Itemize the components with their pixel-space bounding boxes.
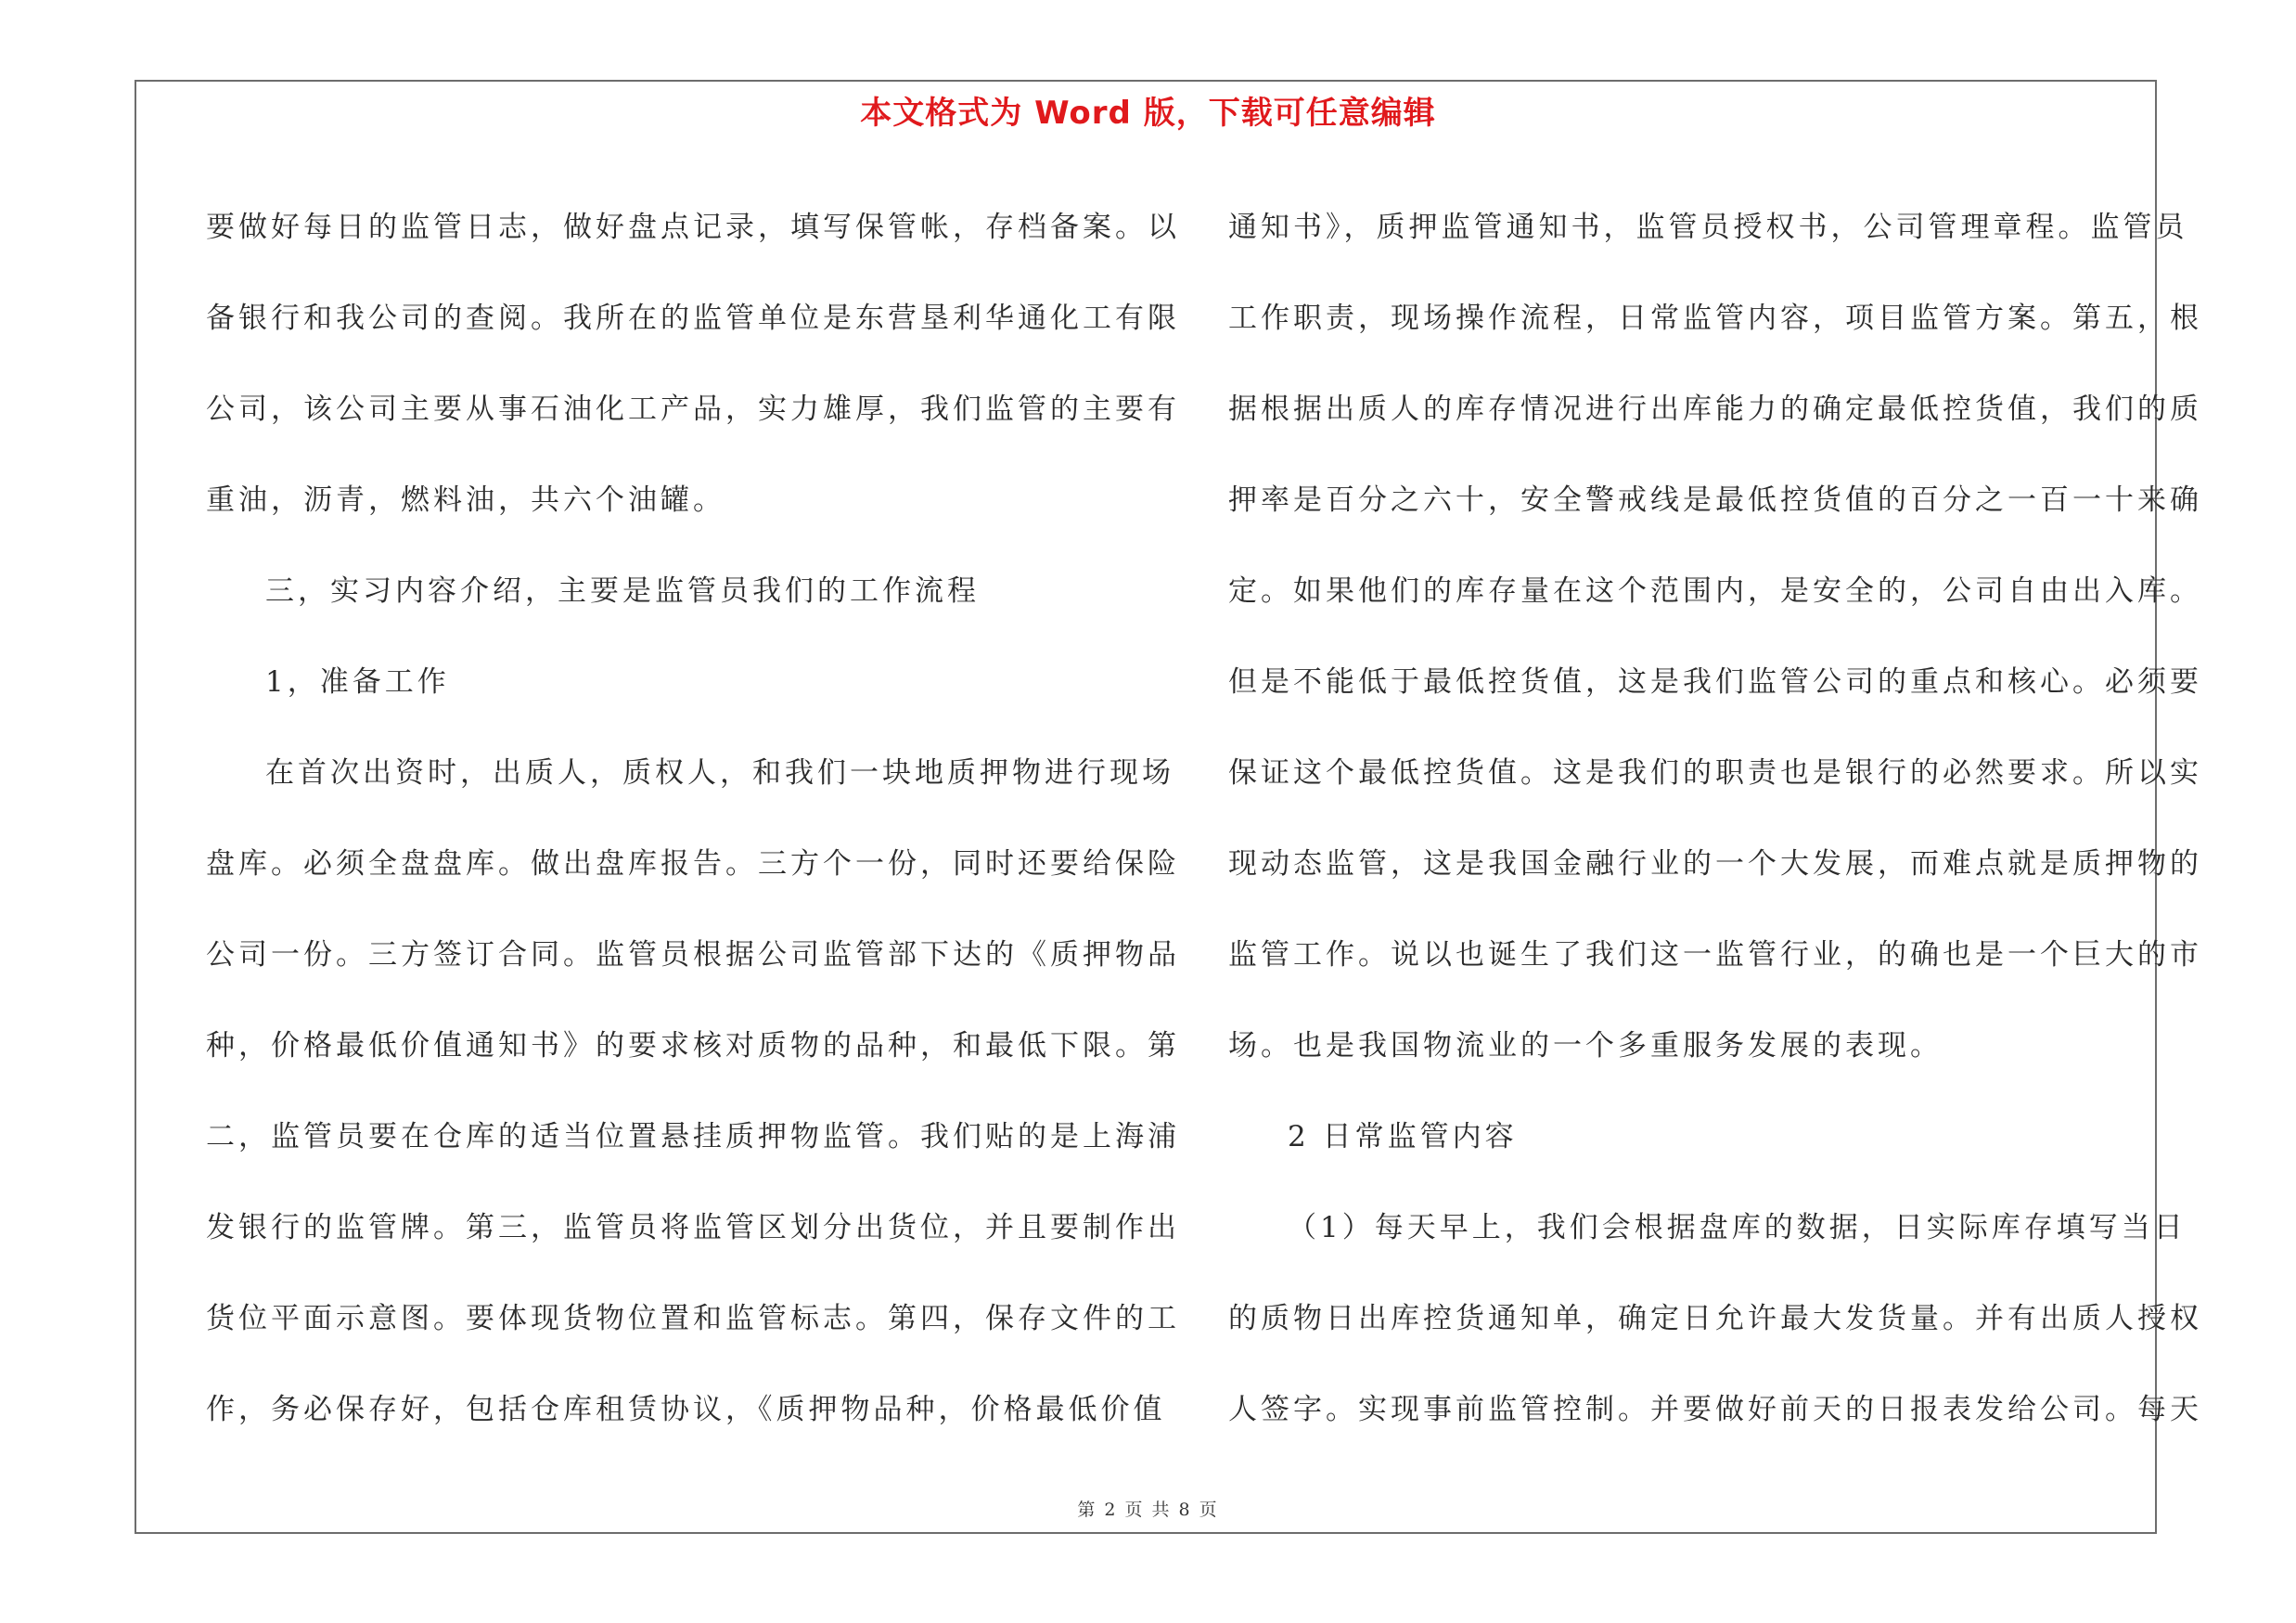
text-line: 在首次出资时，出质人，质权人，和我们一块地质押物进行现场 xyxy=(265,756,1174,790)
text-line: 现动态监管，这是我国金融行业的一个大发展，而难点就是质押物的 xyxy=(1228,847,2202,881)
text-line: 1，准备工作 xyxy=(265,665,450,699)
text-line: 备银行和我公司的查阅。我所在的监管单位是东营垦利华通化工有限 xyxy=(206,302,1180,335)
text-line: 通知书》，质押监管通知书，监管员授权书，公司管理章程。监管员 xyxy=(1228,211,2188,244)
text-line: 保证这个最低控货值。这是我们的职责也是银行的必然要求。所以实 xyxy=(1228,756,2202,790)
text-line: 重油，沥青，燃料油，共六个油罐。 xyxy=(206,483,725,517)
text-line: 但是不能低于最低控货值，这是我们监管公司的重点和核心。必须要 xyxy=(1228,665,2202,699)
right-text-column xyxy=(1228,182,2202,1455)
text-line: 监管工作。说以也诞生了我们这一监管行业，的确也是一个巨大的市 xyxy=(1228,938,2202,972)
text-line: 的质物日出库控货通知单，确定日允许最大发货量。并有出质人授权 xyxy=(1228,1302,2202,1335)
text-line: 盘库。必须全盘盘库。做出盘库报告。三方个一份，同时还要给保险 xyxy=(206,847,1180,881)
text-line: 工作职责，现场操作流程，日常监管内容，项目监管方案。第五，根 xyxy=(1228,302,2202,335)
text-line: 货位平面示意图。要体现货物位置和监管标志。第四，保存文件的工 xyxy=(206,1302,1180,1335)
text-line: 三，实习内容介绍，主要是监管员我们的工作流程 xyxy=(265,574,980,608)
text-line: 二，监管员要在仓库的适当位置悬挂质押物监管。我们贴的是上海浦 xyxy=(206,1120,1180,1153)
format-notice-banner: 本文格式为 Word 版，下载可任意编辑 xyxy=(860,95,1436,132)
text-line: 作，务必保存好，包括仓库租赁协议，《质押物品种，价格最低价值 xyxy=(206,1393,1166,1426)
text-line: 场。也是我国物流业的一个多重服务发展的表现。 xyxy=(1228,1029,1943,1063)
text-line: 据根据出质人的库存情况进行出库能力的确定最低控货值，我们的质 xyxy=(1228,393,2202,426)
text-line: 押率是百分之六十，安全警戒线是最低控货值的百分之一百一十来确 xyxy=(1228,483,2202,517)
text-line: 定。如果他们的库存量在这个范围内，是安全的，公司自由出入库。 xyxy=(1228,574,2202,608)
text-line: 人签字。实现事前监管控制。并要做好前天的日报表发给公司。每天 xyxy=(1228,1393,2202,1426)
text-line: 种，价格最低价值通知书》的要求核对质物的品种，和最低下限。第 xyxy=(206,1029,1180,1063)
text-line: 公司一份。三方签订合同。监管员根据公司监管部下达的《质押物品 xyxy=(206,938,1180,972)
text-line: 要做好每日的监管日志，做好盘点记录，填写保管帐，存档备案。以 xyxy=(206,211,1180,244)
text-line: （1）每天早上，我们会根据盘库的数据，日实际库存填写当日 xyxy=(1288,1211,2187,1244)
left-text-column xyxy=(206,182,1180,1455)
text-line: 2 日常监管内容 xyxy=(1288,1120,1518,1153)
text-line: 发银行的监管牌。第三，监管员将监管区划分出货位，并且要制作出 xyxy=(206,1211,1180,1244)
page-number: 第 2 页 共 8 页 xyxy=(1077,1500,1219,1520)
text-line: 公司，该公司主要从事石油化工产品，实力雄厚，我们监管的主要有 xyxy=(206,393,1180,426)
